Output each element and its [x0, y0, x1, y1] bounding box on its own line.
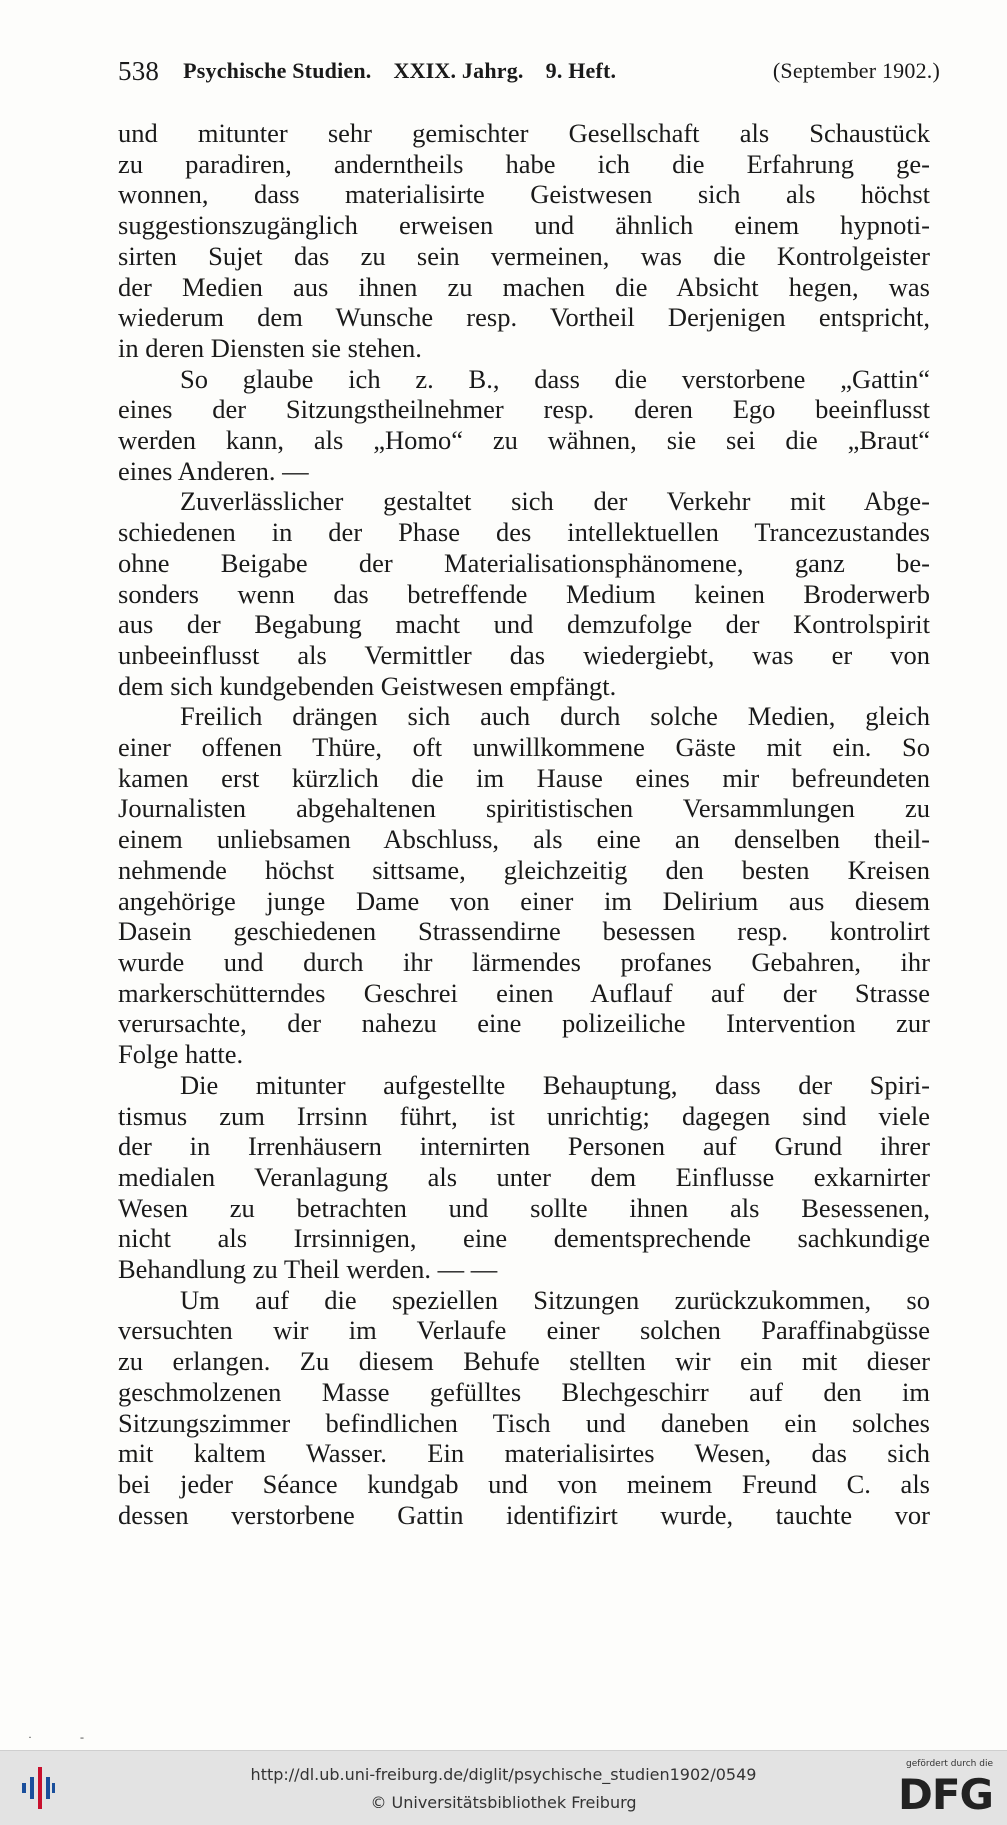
text-line: sirten Sujet das zu sein vermeinen, was die Kontrolgeister	[118, 240, 930, 271]
text-line: Journalisten abgehaltenen spiritistischen Versammlungen zu	[118, 793, 930, 824]
body-text	[118, 118, 930, 1530]
text-line: geschmolzenen Masse gefülltes Blechgeschirr auf den im	[118, 1376, 930, 1407]
paragraph	[118, 1285, 930, 1531]
running-head	[118, 58, 940, 89]
text-line: wurde und durch ihr lärmendes profanes Gebahren, ihr	[118, 946, 930, 977]
text-line: Wesen zu betrachten und sollte ihnen als Besessenen,	[118, 1192, 930, 1223]
text-line: Um auf die speziellen Sitzungen zurückzukommen, so	[180, 1284, 930, 1315]
footer-bar	[0, 1750, 1007, 1825]
text-line: der Medien aus ihnen zu machen die Absicht hegen, was	[118, 271, 930, 302]
permalink[interactable]: http://dl.ub.uni-freiburg.de/diglit/psychische_studien1902/0549	[250, 1765, 757, 1784]
text-line: nehmende höchst sittsame, gleichzeitig den besten Kreisen	[118, 854, 930, 885]
text-line: dem sich kundgebenden Geistwesen empfängt.	[118, 670, 617, 701]
text-line: Die mitunter aufgestellte Behauptung, dass der Spiri-	[180, 1069, 930, 1100]
issue-date: (September 1902.)	[772, 58, 940, 83]
text-line: ohne Beigabe der Materialisationsphänomene, ganz be-	[118, 547, 930, 578]
text-line: medialen Veranlagung als unter dem Einflusse exkarnirter	[118, 1161, 930, 1192]
text-line: eines der Sitzungstheilnehmer resp. deren Ego beeinflusst	[118, 394, 930, 425]
paragraph	[118, 486, 930, 701]
text-line: eines Anderen. —	[118, 455, 309, 486]
text-line: werden kann, als „Homo“ zu wähnen, sie sei die „Braut“	[118, 425, 930, 456]
text-line: wonnen, dass materialisirte Geistwesen sich als höchst	[118, 179, 930, 210]
text-line: markerschütterndes Geschrei einen Auflauf auf der Strasse	[118, 977, 930, 1008]
paragraph	[118, 118, 930, 364]
text-line: verursachte, der nahezu eine polizeiliche Intervention zur	[118, 1008, 930, 1039]
text-line: zu erlangen. Zu diesem Behufe stellten wir ein mit dieser	[118, 1346, 930, 1377]
text-line: einem unliebsamen Abschluss, als eine an denselben theil-	[118, 824, 930, 855]
issue: 9. Heft.	[545, 58, 617, 83]
text-line: Sitzungszimmer befindlichen Tisch und daneben ein solches	[118, 1407, 930, 1438]
text-line: in deren Diensten sie stehen.	[118, 332, 422, 363]
paragraph	[118, 701, 930, 1069]
text-line: So glaube ich z. B., dass die verstorbene „Gattin“	[180, 363, 930, 394]
text-line: versuchten wir im Verlaufe einer solchen Paraffinabgüsse	[118, 1315, 930, 1346]
scan-marks: · ‐	[28, 1730, 84, 1744]
volume: XXIX. Jahrg.	[393, 58, 524, 83]
text-line: aus der Begabung macht und demzufolge der Kontrolspirit	[118, 609, 930, 640]
copyright: © Universitätsbibliothek Freiburg	[370, 1793, 637, 1812]
text-line: kamen erst kürzlich die im Hause eines mir befreundeten	[118, 762, 930, 793]
text-line: zu paradiren, anderntheils habe ich die Erfahrung ge-	[118, 148, 930, 179]
text-line: bei jeder Séance kundgab und von meinem Freund C. als	[118, 1468, 930, 1499]
text-line: der in Irrenhäusern internirten Personen auf Grund ihrer	[118, 1131, 930, 1162]
text-line: Freilich drängen sich auch durch solche Medien, gleich	[180, 701, 930, 732]
paragraph	[118, 1070, 930, 1285]
text-line: dessen verstorbene Gattin identifizirt wurde, tauchte vor	[118, 1499, 930, 1530]
text-line: schiedenen in der Phase des intellektuellen Trancezustandes	[118, 517, 930, 548]
text-line: unbeeinflusst als Vermittler das wiedergiebt, was er von	[118, 639, 930, 670]
text-line: Behandlung zu Theil werden. — —	[118, 1254, 498, 1285]
paragraph	[118, 364, 930, 487]
text-line: nicht als Irrsinnigen, eine dementsprechende sachkundige	[118, 1223, 930, 1254]
journal-title: Psychische Studien.	[183, 58, 372, 83]
text-line: Dasein geschiedenen Strassendirne besessen resp. kontrolirt	[118, 916, 930, 947]
text-line: suggestionszugänglich erweisen und ähnlich einem hypnoti-	[118, 210, 930, 241]
text-line: einer offenen Thüre, oft unwillkommene Gäste mit ein. So	[118, 732, 930, 763]
page-number: 538	[118, 56, 160, 86]
text-line: sonders wenn das betreffende Medium keinen Broderwerb	[118, 578, 930, 609]
text-line: und mitunter sehr gemischter Gesellschaft als Schaustück	[118, 118, 930, 148]
text-line: wiederum dem Wunsche resp. Vortheil Derjenigen entspricht,	[118, 302, 930, 333]
text-line: tismus zum Irrsinn führt, ist unrichtig; dagegen sind viele	[118, 1100, 930, 1131]
text-line: mit kaltem Wasser. Ein materialisirtes Wesen, das sich	[118, 1438, 930, 1469]
dfg-logo: DFG	[897, 1770, 993, 1819]
text-line: Zuverlässlicher gestaltet sich der Verkehr mit Abge-	[180, 486, 930, 517]
dfg-caption: gefördert durch die	[906, 1759, 993, 1769]
text-line: Folge hatte.	[118, 1039, 244, 1070]
text-line: angehörige junge Dame von einer im Delirium aus diesem	[118, 885, 930, 916]
